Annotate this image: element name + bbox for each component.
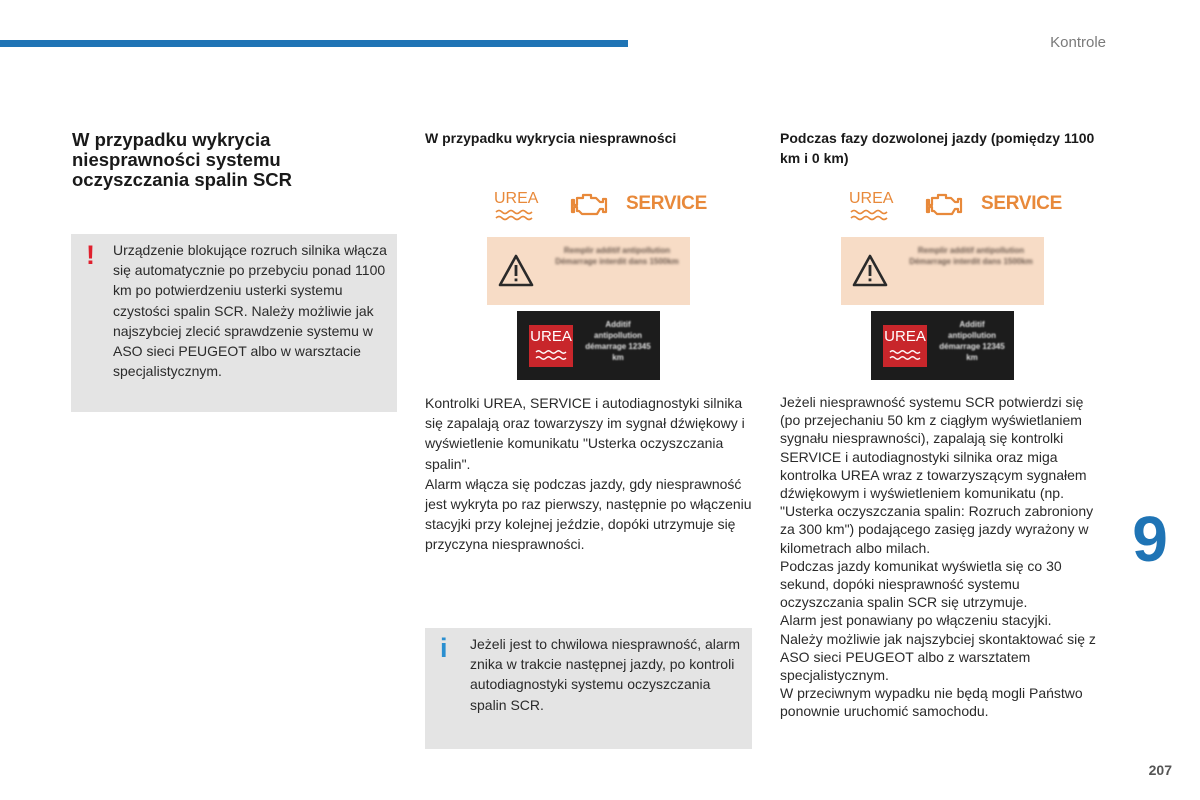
middle-indicator-row <box>494 190 707 226</box>
middle-message-panel <box>487 237 690 305</box>
right-indicator-row <box>849 190 1062 226</box>
urea-waves-icon <box>494 208 538 222</box>
header-accent-bar <box>0 40 628 47</box>
message-panel-text: Remplir additif antipollution Démarrage interdit dans 1500km <box>555 246 679 266</box>
engine-check-icon <box>923 190 963 220</box>
dashboard-panel-text: Additif antipollution démarrage 12345 km <box>585 320 651 362</box>
middle-body-text: Kontrolki UREA, SERVICE i autodiagnostyki silnika się zapalają oraz towarzyszy im sygnał dźwiękowy i wyświetlenie komunikatu "Usterka oczyszczania spalin". Alarm włącza się podczas jazdy, gdy niesprawność jest wykryta po raz pierwszy, następnie po włączeniu stacyjki przy kolejnej jeździe, dopóki utrzymuje się przyczyna niesprawności. <box>425 395 752 553</box>
service-indicator: SERVICE <box>981 193 1062 214</box>
dashboard-urea-waves-icon <box>535 349 567 361</box>
right-body-text: Jeżeli niesprawność systemu SCR potwierdzi się (po przejechaniu 50 km z ciągłym wyświetlaniem sygnału niesprawności), zapalają się kontrolki SERVICE i autodiagnostyki silnika oraz miga kontrolka UREA wraz z towarzyszącym sygnałem dźwiękowym i wyświetleniem komunikatu (np. "Usterka oczyszczania spalin: Rozruch zabroniony za 300 km") podającego zasięg jazdy wyrażony w kilometrach albo milach. Podczas jazdy komunikat wyświetla się co 30 sekund, dopóki niesprawność systemu oczyszczania spalin SCR się utrzymuje. Alarm jest ponawiany po włączeniu stacyjki. Należy możliwie jak najszybciej skontaktować się z ASO sieci PEUGEOT albo z warsztatem specjalistycznym. W przeciwnym wypadku nie będą mogli Państwo ponownie uruchomić samochodu. <box>780 394 1096 720</box>
engine-check-icon <box>568 190 608 220</box>
right-dashboard-panel <box>871 311 1014 380</box>
right-column-heading: Podczas fazy dozwolonej jazdy (pomiędzy 1100 km i 0 km) <box>780 130 1095 166</box>
middle-dashboard-panel <box>517 311 660 380</box>
section-label: Kontrole <box>1050 34 1106 51</box>
chapter-number: 9 <box>1132 503 1168 575</box>
urea-warning-icon: UREA <box>849 190 895 222</box>
info-icon: i <box>440 633 448 663</box>
warning-text: Urządzenie blokujące rozruch silnika włącza się automatycznie po przebyciu ponad 1100 km po potwierdzeniu usterki systemu czystości spalin SCR. Należy możliwie jak najszybciej zlecić sprawdzenie systemu w ASO sieci PEUGEOT albo w warsztacie specjalistycznym. <box>113 242 387 380</box>
service-indicator: SERVICE <box>626 193 707 214</box>
message-panel-text: Remplir additif antipollution Démarrage interdit dans 1500km <box>909 246 1033 266</box>
dashboard-urea-icon: UREA <box>883 325 927 367</box>
dashboard-urea-waves-icon <box>889 349 921 361</box>
info-text: Jeżeli jest to chwilowa niesprawność, alarm znika w trakcie następnej jazdy, po kontroli autodiagnostyki systemu oczyszczania spalin SCR. <box>470 636 740 713</box>
section-heading: W przypadku wykrycia niesprawności systemu oczyszczania spalin SCR <box>72 129 293 190</box>
middle-column-heading: W przypadku wykrycia niesprawności <box>425 130 677 146</box>
dashboard-panel-text: Additif antipollution démarrage 12345 km <box>939 320 1005 362</box>
urea-waves-icon <box>849 208 893 222</box>
dashboard-urea-icon: UREA <box>529 325 573 367</box>
page-number: 207 <box>1148 762 1172 778</box>
right-message-panel <box>841 237 1044 305</box>
warning-triangle-icon <box>851 253 889 289</box>
warning-exclamation-icon: ! <box>86 240 95 270</box>
warning-triangle-icon <box>497 253 535 289</box>
urea-warning-icon: UREA <box>494 190 540 222</box>
